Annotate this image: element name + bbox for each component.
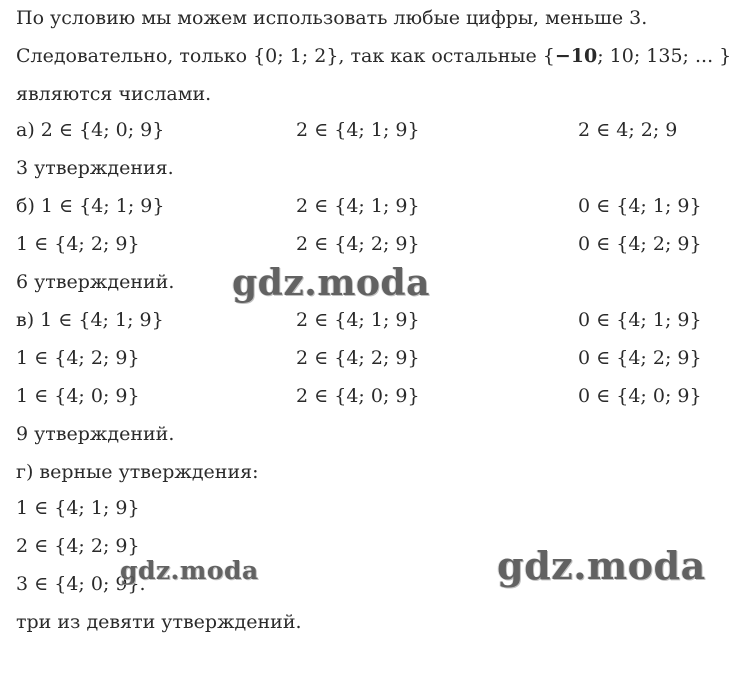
part-g-summary: три из девяти утверждений.: [16, 611, 302, 633]
part-g-item-2: 2 ∈ {4; 2; 9}: [16, 535, 140, 557]
intro-line-2: [16, 44, 731, 68]
watermark-logo: gdz.moda: [232, 262, 430, 304]
statement: 0 ∈ {4; 1; 9}: [578, 309, 702, 331]
statement: в) 1 ∈ {4; 1; 9}: [16, 309, 164, 331]
statement: а) 2 ∈ {4; 0; 9}: [16, 119, 165, 141]
statement: 2 ∈ {4; 1; 9}: [296, 119, 420, 141]
part-b-row-1: [0, 194, 739, 218]
part-v-row-2: [0, 346, 739, 370]
part-v-row-1: [0, 308, 739, 332]
part-g-item-3: 3 ∈ {4; 0; 9}.: [16, 573, 146, 595]
part-v-summary: 9 утверждений.: [16, 423, 175, 445]
intro-line-2-start: Следовательно, только {0; 1; 2}, так как остальные {: [16, 45, 555, 67]
part-g-heading: г) верные утверждения:: [16, 461, 259, 483]
statement: 1 ∈ {4; 2; 9}: [16, 347, 140, 369]
intro-line-3: являются числами.: [16, 83, 212, 105]
statement: 1 ∈ {4; 0; 9}: [16, 385, 140, 407]
statement: 2 ∈ 4; 2; 9: [578, 119, 678, 141]
statement: 1 ∈ {4; 2; 9}: [16, 233, 140, 255]
intro-line-1: По условию мы можем использовать любые цифры, меньше 3.: [16, 7, 648, 29]
part-b-row-2: [0, 232, 739, 256]
statement: б) 1 ∈ {4; 1; 9}: [16, 195, 165, 217]
statement: 0 ∈ {4; 0; 9}: [578, 385, 702, 407]
part-g-item-1: 1 ∈ {4; 1; 9}: [16, 497, 140, 519]
watermark-logo: gdz.moda: [120, 556, 259, 585]
statement: 2 ∈ {4; 1; 9}: [296, 195, 420, 217]
intro-line-2-end: ; 10; 135; ... }: [597, 45, 732, 67]
statement: 0 ∈ {4; 1; 9}: [578, 195, 702, 217]
statement: 0 ∈ {4; 2; 9}: [578, 233, 702, 255]
statement: 0 ∈ {4; 2; 9}: [578, 347, 702, 369]
statement: 2 ∈ {4; 1; 9}: [296, 309, 420, 331]
part-a-row-1: [0, 118, 739, 142]
part-a-summary: 3 утверждения.: [16, 157, 174, 179]
part-v-row-3: [0, 384, 739, 408]
intro-line-2-negative: −10: [554, 45, 598, 67]
part-b-summary: 6 утверждений.: [16, 271, 175, 293]
watermark-logo: gdz.moda: [497, 543, 706, 588]
statement: 2 ∈ {4; 2; 9}: [296, 233, 420, 255]
statement: 2 ∈ {4; 0; 9}: [296, 385, 420, 407]
statement: 2 ∈ {4; 2; 9}: [296, 347, 420, 369]
